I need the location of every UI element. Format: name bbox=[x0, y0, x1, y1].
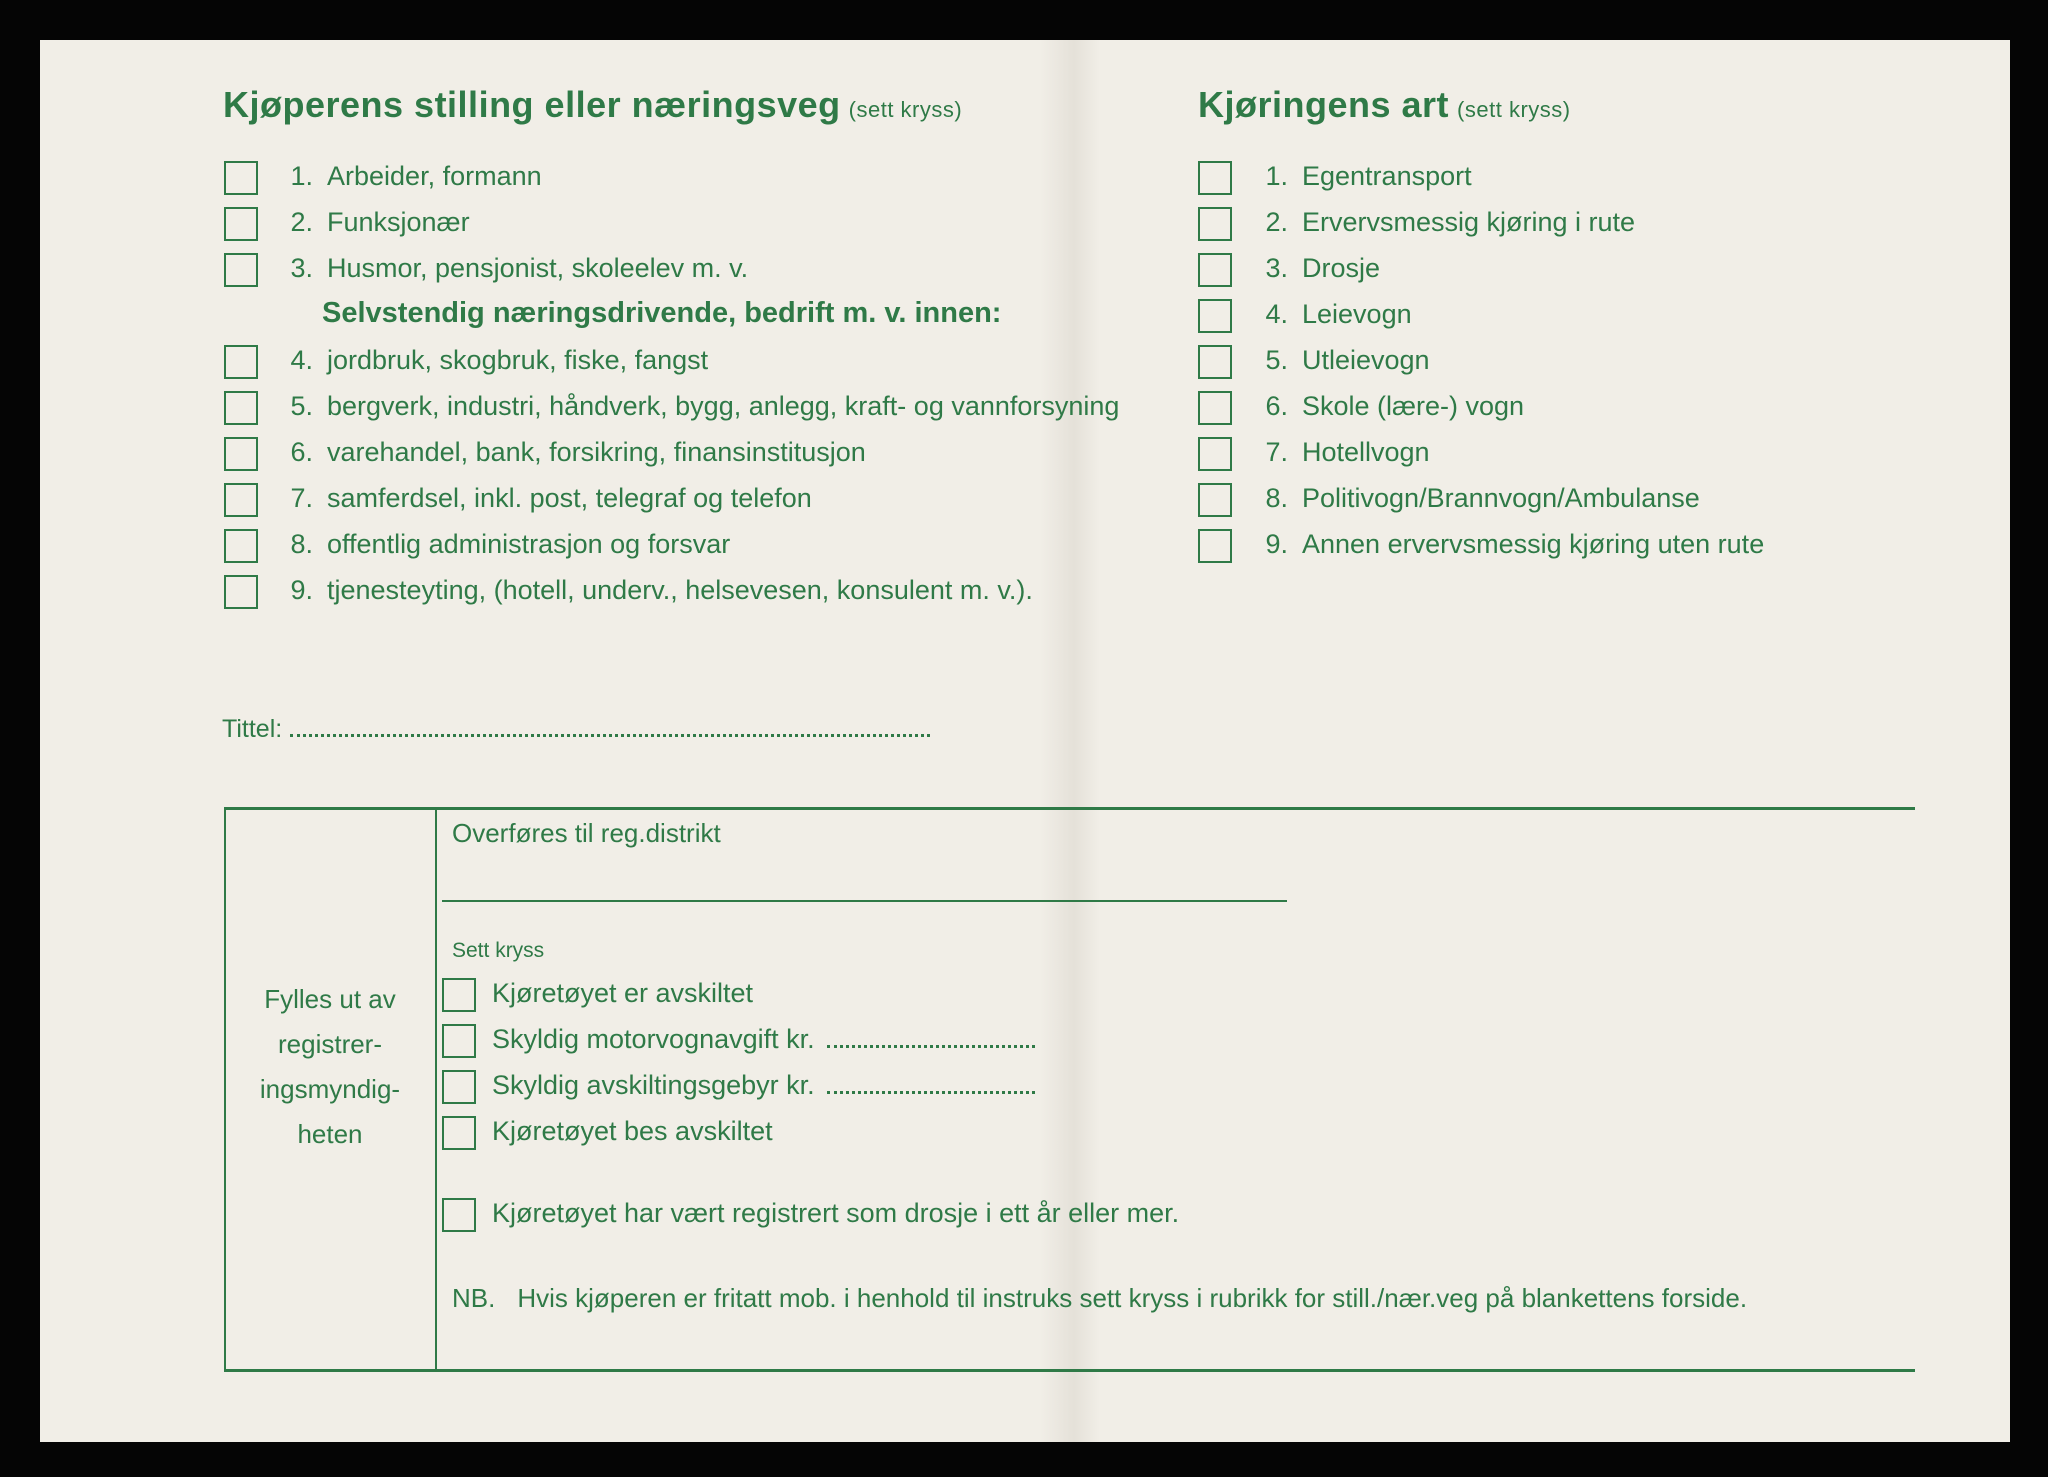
checkbox-occupation-2[interactable] bbox=[224, 207, 258, 241]
box-bottom-border bbox=[224, 1369, 1915, 1372]
checkbox-driving-9[interactable] bbox=[1198, 529, 1232, 563]
checkbox-driving-3[interactable] bbox=[1198, 253, 1232, 287]
occupation-item-4: 4. jordbruk, skogbruk, fiske, fangst bbox=[290, 345, 709, 375]
nb-text: Hvis kjøperen er fritatt mob. i henhold til instruks sett kryss i rubrikk for still./nær.veg på blankettens forside. bbox=[517, 1283, 1748, 1313]
checkbox-occupation-5[interactable] bbox=[224, 391, 258, 425]
plate-fee-owed-row bbox=[492, 1070, 1035, 1101]
driving-item-6: 6. Skole (lære-) vogn bbox=[1265, 391, 1525, 421]
occupation-item-2: 2. Funksjonær bbox=[290, 207, 470, 237]
left-heading-hint: (sett kryss) bbox=[848, 97, 963, 122]
box-left-border bbox=[224, 807, 226, 1372]
request-deregistration-label: Kjøretøyet bes avskiltet bbox=[492, 1116, 773, 1146]
left-heading bbox=[223, 84, 962, 126]
title-dotted-line bbox=[290, 734, 930, 737]
checkbox-deregistered[interactable] bbox=[442, 978, 476, 1012]
checkbox-occupation-9[interactable] bbox=[224, 575, 258, 609]
driving-item-4: 4. Leievogn bbox=[1265, 299, 1412, 329]
occupation-item-3: 3. Husmor, pensjonist, skoleelev m. v. bbox=[290, 253, 749, 283]
box-column-divider bbox=[435, 807, 437, 1372]
checkbox-driving-7[interactable] bbox=[1198, 437, 1232, 471]
self-employed-subheading: Selvstendig næringsdrivende, bedrift m. v. innen: bbox=[322, 297, 1002, 329]
vehicle-tax-amount-line[interactable] bbox=[827, 1045, 1035, 1048]
checkbox-driving-2[interactable] bbox=[1198, 207, 1232, 241]
checkbox-occupation-8[interactable] bbox=[224, 529, 258, 563]
driving-item-7: 7. Hotellvogn bbox=[1265, 437, 1430, 467]
right-heading-text: Kjøringens art bbox=[1198, 84, 1450, 125]
transfer-label: Overføres til reg.distrikt bbox=[452, 818, 721, 848]
title-label: Tittel: bbox=[222, 715, 283, 743]
taxi-one-year-label: Kjøretøyet har vært registrert som drosje i ett år eller mer. bbox=[492, 1198, 1180, 1228]
driving-item-5: 5. Utleievogn bbox=[1265, 345, 1430, 375]
checkbox-occupation-4[interactable] bbox=[224, 345, 258, 379]
left-heading-text: Kjøperens stilling eller næringsveg bbox=[223, 84, 841, 125]
checkbox-driving-1[interactable] bbox=[1198, 161, 1232, 195]
checkbox-driving-5[interactable] bbox=[1198, 345, 1232, 379]
vehicle-tax-owed-row bbox=[492, 1024, 1035, 1055]
occupation-item-9: 9. tjenesteyting, (hotell, underv., helsevesen, konsulent m. v.). bbox=[290, 575, 1033, 605]
occupation-item-7: 7. samferdsel, inkl. post, telegraf og telefon bbox=[290, 483, 812, 513]
checkbox-vehicle-tax-owed[interactable] bbox=[442, 1024, 476, 1058]
right-heading bbox=[1198, 84, 1571, 126]
occupation-item-1: 1. Arbeider, formann bbox=[290, 161, 542, 191]
driving-item-3: 3. Drosje bbox=[1265, 253, 1381, 283]
title-field[interactable] bbox=[222, 715, 930, 744]
checkbox-driving-8[interactable] bbox=[1198, 483, 1232, 517]
plate-fee-amount-line[interactable] bbox=[827, 1091, 1035, 1094]
checkbox-driving-4[interactable] bbox=[1198, 299, 1232, 333]
driving-item-9: 9. Annen ervervsmessig kjøring uten rute bbox=[1265, 529, 1765, 559]
checkbox-occupation-7[interactable] bbox=[224, 483, 258, 517]
occupation-item-6: 6. varehandel, bank, forsikring, finansinstitusjon bbox=[290, 437, 866, 467]
form-card bbox=[40, 40, 2010, 1442]
nb-label: NB. bbox=[452, 1283, 496, 1313]
transfer-line[interactable] bbox=[442, 900, 1287, 902]
occupation-item-5: 5. bergverk, industri, håndverk, bygg, anlegg, kraft- og vannforsyning bbox=[290, 391, 1120, 421]
checkbox-occupation-1[interactable] bbox=[224, 161, 258, 195]
checkbox-request-deregistration[interactable] bbox=[442, 1116, 476, 1150]
registration-authority-note: Fylles ut av registrer-ingsmyndig-heten bbox=[259, 984, 401, 1149]
checkbox-taxi-one-year[interactable] bbox=[442, 1198, 476, 1232]
driving-item-8: 8. Politivogn/Brannvogn/Ambulanse bbox=[1265, 483, 1700, 513]
checkbox-occupation-6[interactable] bbox=[224, 437, 258, 471]
nb-note bbox=[452, 1283, 1747, 1314]
vehicle-tax-owed-label: Skyldig motorvognavgift kr. bbox=[492, 1024, 815, 1054]
right-heading-hint: (sett kryss) bbox=[1457, 97, 1571, 122]
set-cross-label: Sett kryss bbox=[452, 939, 545, 962]
checkbox-occupation-3[interactable] bbox=[224, 253, 258, 287]
occupation-item-8: 8. offentlig administrasjon og forsvar bbox=[290, 529, 731, 559]
deregistered-label: Kjøretøyet er avskiltet bbox=[492, 978, 754, 1008]
checkbox-driving-6[interactable] bbox=[1198, 391, 1232, 425]
box-top-border bbox=[224, 807, 1915, 810]
checkbox-plate-fee-owed[interactable] bbox=[442, 1070, 476, 1104]
driving-item-2: 2. Ervervsmessig kjøring i rute bbox=[1265, 207, 1636, 237]
driving-item-1: 1. Egentransport bbox=[1265, 161, 1472, 191]
plate-fee-owed-label: Skyldig avskiltingsgebyr kr. bbox=[492, 1070, 815, 1100]
